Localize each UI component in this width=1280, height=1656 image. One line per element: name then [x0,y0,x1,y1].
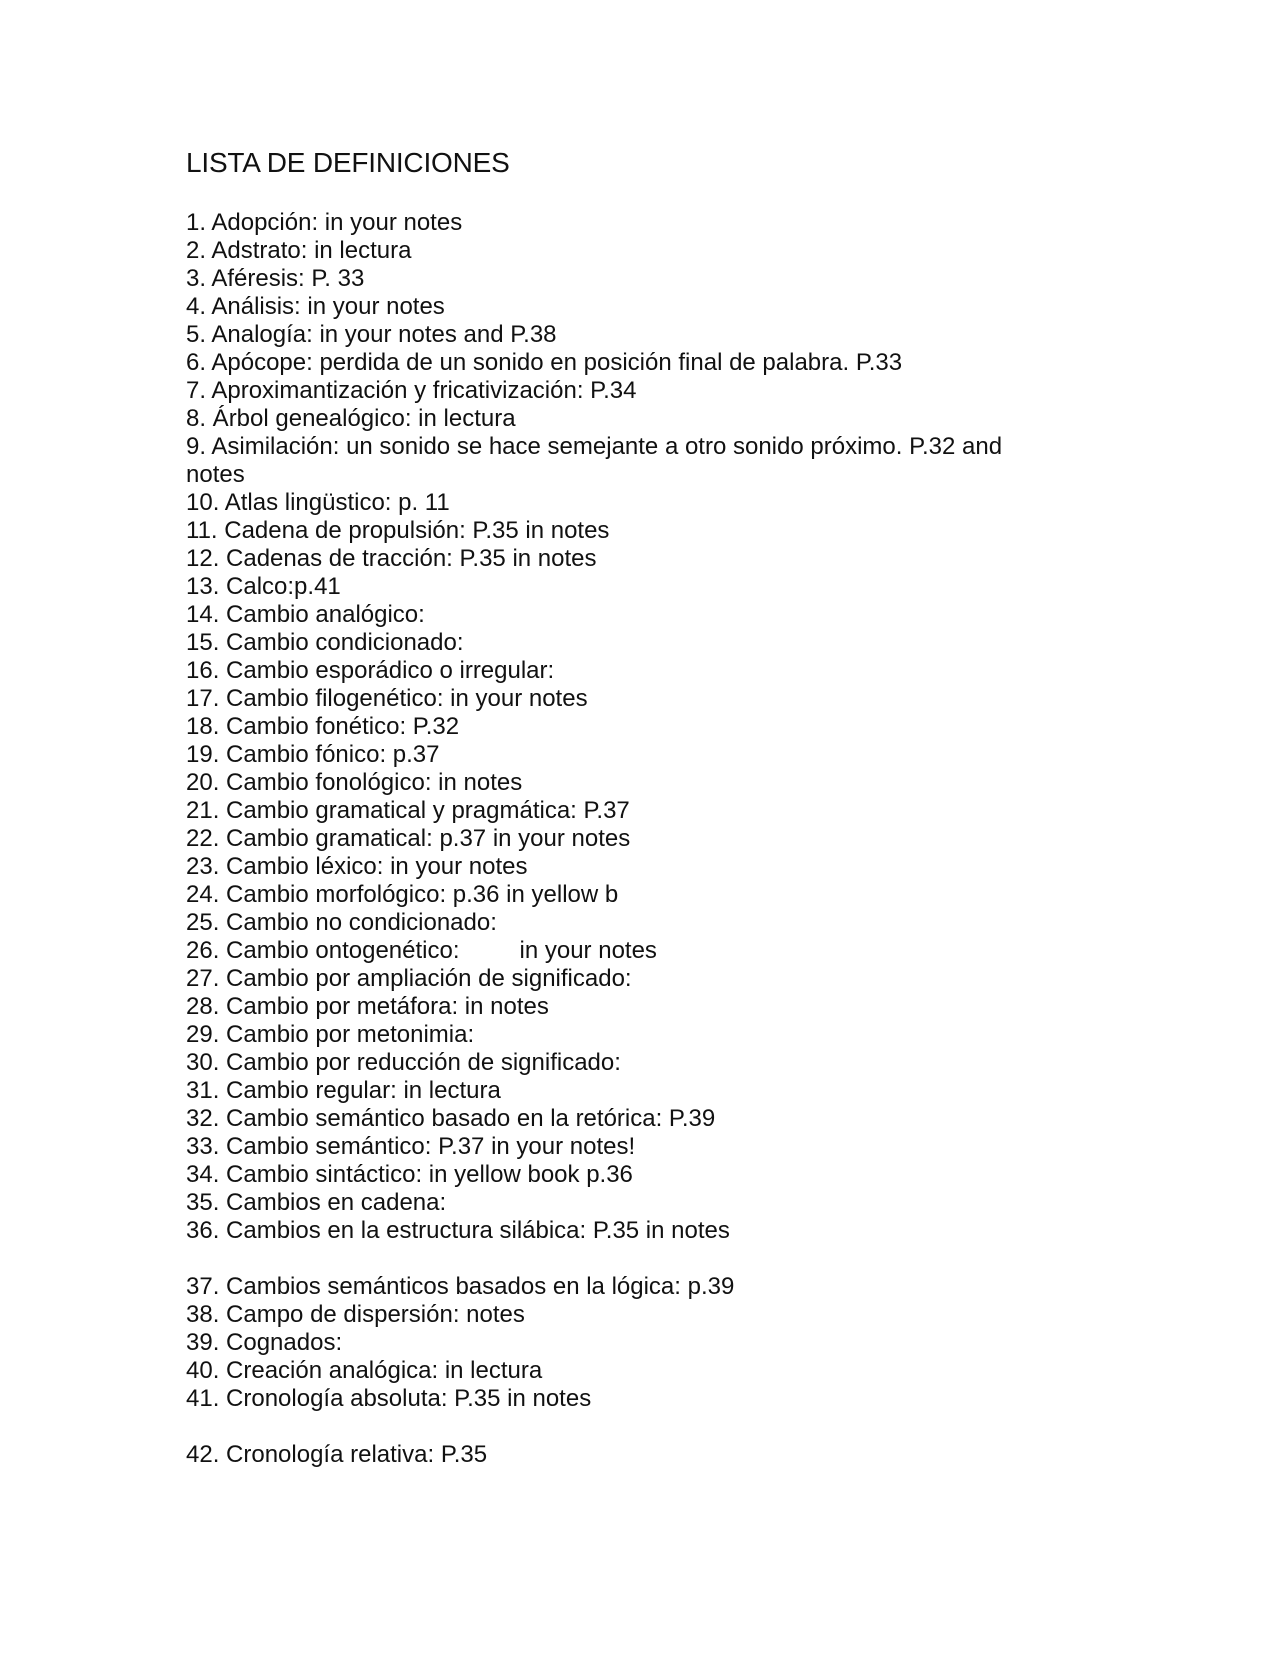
list-item: 8. Árbol genealógico: in lectura [186,405,516,432]
list-item: 27. Cambio por ampliación de significado: [186,965,632,992]
list-item: 13. Calco:p.41 [186,573,341,600]
list-item: 37. Cambios semánticos basados en la lógica: p.39 [186,1273,735,1300]
list-item: 22. Cambio gramatical: p.37 in your notes [186,825,631,852]
list-item: 17. Cambio filogenético: in your notes [186,685,588,712]
list-item [186,937,1066,965]
list-item: 19. Cambio fónico: p.37 [186,741,440,768]
list-item: 21. Cambio gramatical y pragmática: P.37 [186,797,630,824]
list-item: 18. Cambio fonético: P.32 [186,713,460,740]
list-item: 28. Cambio por metáfora: in notes [186,993,549,1020]
definitions-list [186,209,1066,1469]
list-item: 20. Cambio fonológico: in notes [186,769,523,796]
list-item: 25. Cambio no condicionado: [186,909,497,936]
list-item: 42. Cronología relativa: P.35 [186,1441,488,1468]
list-item: 39. Cognados: [186,1329,343,1356]
list-item: 16. Cambio esporádico o irregular: [186,657,555,684]
list-item: 32. Cambio semántico basado en la retórica: P.39 [186,1105,716,1132]
list-item: 3. Aféresis: P. 33 [186,265,365,292]
list-item: 7. Aproximantización y fricativización: P.34 [186,377,637,404]
list-item: 12. Cadenas de tracción: P.35 in notes [186,545,597,572]
list-item: 14. Cambio analógico: [186,601,425,628]
list-item: 24. Cambio morfológico: p.36 in yellow b [186,881,619,908]
list-item: 29. Cambio por metonimia: [186,1021,475,1048]
list-item: 11. Cadena de propulsión: P.35 in notes [186,517,610,544]
list-item: 5. Analogía: in your notes and P.38 [186,321,557,348]
list-item: 1. Adopción: in your notes [186,209,463,236]
list-item: 41. Cronología absoluta: P.35 in notes [186,1385,592,1412]
list-item: 23. Cambio léxico: in your notes [186,853,528,880]
list-item: 15. Cambio condicionado: [186,629,464,656]
list-item: 30. Cambio por reducción de significado: [186,1049,621,1076]
list-item-note: in your notes [519,937,657,964]
list-item: 31. Cambio regular: in lectura [186,1077,501,1104]
list-item: 6. Apócope: perdida de un sonido en posición final de palabra. P.33 [186,349,903,376]
list-item: 4. Análisis: in your notes [186,293,445,320]
list-item: 36. Cambios en la estructura silábica: P.35 in notes [186,1217,730,1244]
list-item: 33. Cambio semántico: P.37 in your notes! [186,1133,636,1160]
document-title: LISTA DE DEFINICIONES [186,147,510,178]
list-item: 10. Atlas lingüstico: p. 11 [186,489,450,516]
list-item-term: 26. Cambio ontogenético: [186,937,460,964]
list-item: 34. Cambio sintáctico: in yellow book p.36 [186,1161,633,1188]
list-item: 35. Cambios en cadena: [186,1189,447,1216]
list-item: 40. Creación analógica: in lectura [186,1357,543,1384]
list-item: 38. Campo de dispersión: notes [186,1301,525,1328]
list-item: 2. Adstrato: in lectura [186,237,412,264]
list-item: 9. Asimilación: un sonido se hace semejante a otro sonido próximo. P.32 and notes [186,433,1003,488]
